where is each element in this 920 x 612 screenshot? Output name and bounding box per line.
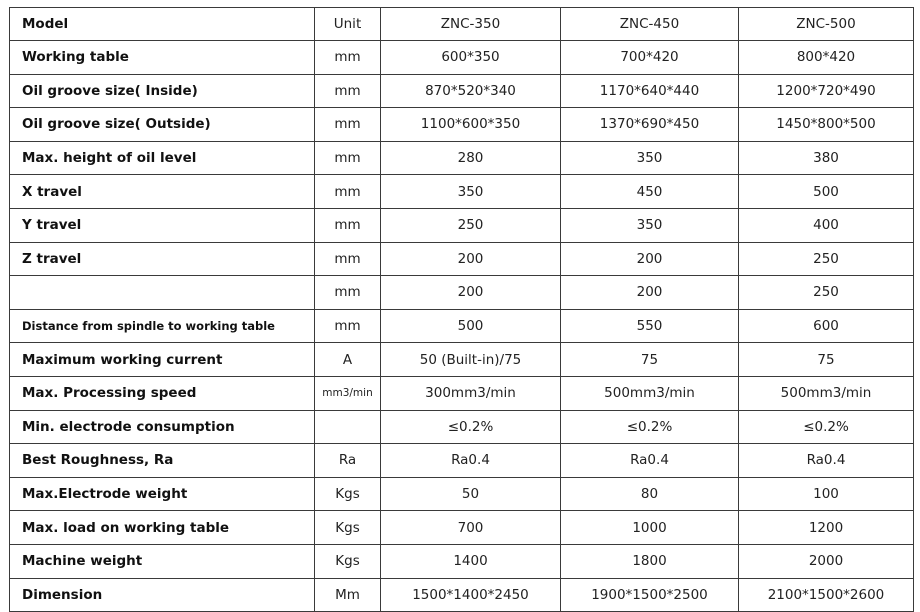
table-row (10, 444, 914, 478)
unit-cell: mm (315, 276, 381, 310)
value-cell: 500 (739, 175, 914, 209)
value-cell: 450 (561, 175, 739, 209)
table-row (10, 276, 914, 310)
table-row (10, 141, 914, 175)
table-row (10, 242, 914, 276)
value-cell: ≤0.2% (381, 410, 561, 444)
value-cell: 250 (739, 276, 914, 310)
table-row (10, 376, 914, 410)
value-cell: 2100*1500*2600 (739, 578, 914, 612)
value-cell: Ra0.4 (381, 444, 561, 478)
value-cell: 200 (561, 242, 739, 276)
value-cell: 200 (381, 276, 561, 310)
table-row (10, 175, 914, 209)
unit-cell: mm (315, 108, 381, 142)
value-cell: 1800 (561, 544, 739, 578)
param-cell: Oil groove size( Inside) (10, 74, 315, 108)
value-cell: 350 (561, 208, 739, 242)
param-cell: Working table (10, 41, 315, 75)
unit-cell: Kgs (315, 477, 381, 511)
value-cell: 75 (739, 343, 914, 377)
param-cell: Distance from spindle to working table (10, 309, 315, 343)
value-cell: 1450*800*500 (739, 108, 914, 142)
unit-cell: mm (315, 208, 381, 242)
value-cell: 500mm3/min (739, 376, 914, 410)
value-cell: 1200 (739, 511, 914, 545)
table-row (10, 208, 914, 242)
value-cell: 600*350 (381, 41, 561, 75)
param-cell: X travel (10, 175, 315, 209)
table-row (10, 410, 914, 444)
param-cell: Dimension (10, 578, 315, 612)
table-row (10, 544, 914, 578)
value-cell: ≤0.2% (561, 410, 739, 444)
param-cell: Maximum working current (10, 343, 315, 377)
unit-cell: Kgs (315, 544, 381, 578)
value-cell: 400 (739, 208, 914, 242)
value-cell: 50 (Built-in)/75 (381, 343, 561, 377)
value-cell: Ra0.4 (739, 444, 914, 478)
header-model-2: ZNC-450 (561, 8, 739, 41)
param-cell: Oil groove size( Outside) (10, 108, 315, 142)
value-cell: ≤0.2% (739, 410, 914, 444)
table-row (10, 309, 914, 343)
value-cell: 1370*690*450 (561, 108, 739, 142)
value-cell: 50 (381, 477, 561, 511)
param-cell (10, 276, 315, 310)
table-row (10, 74, 914, 108)
value-cell: 100 (739, 477, 914, 511)
header-model-3: ZNC-500 (739, 8, 914, 41)
param-cell: Min. electrode consumption (10, 410, 315, 444)
param-cell: Y travel (10, 208, 315, 242)
value-cell: 500 (381, 309, 561, 343)
value-cell: 1200*720*490 (739, 74, 914, 108)
value-cell: 700 (381, 511, 561, 545)
value-cell: 380 (739, 141, 914, 175)
table-row (10, 511, 914, 545)
value-cell: 500mm3/min (561, 376, 739, 410)
param-cell: Max. load on working table (10, 511, 315, 545)
value-cell: 1100*600*350 (381, 108, 561, 142)
table-row (10, 477, 914, 511)
unit-cell: Ra (315, 444, 381, 478)
value-cell: 870*520*340 (381, 74, 561, 108)
header-model-1: ZNC-350 (381, 8, 561, 41)
value-cell: 800*420 (739, 41, 914, 75)
value-cell: 280 (381, 141, 561, 175)
value-cell: 1170*640*440 (561, 74, 739, 108)
table-row (10, 578, 914, 612)
table-row (10, 108, 914, 142)
value-cell: 1400 (381, 544, 561, 578)
value-cell: 600 (739, 309, 914, 343)
value-cell: 80 (561, 477, 739, 511)
value-cell: 250 (739, 242, 914, 276)
value-cell: 700*420 (561, 41, 739, 75)
param-cell: Best Roughness, Ra (10, 444, 315, 478)
value-cell: 75 (561, 343, 739, 377)
unit-cell: mm3/min (315, 376, 381, 410)
param-cell: Machine weight (10, 544, 315, 578)
unit-cell: Kgs (315, 511, 381, 545)
unit-cell: A (315, 343, 381, 377)
value-cell: 200 (561, 276, 739, 310)
table-row (10, 343, 914, 377)
unit-cell (315, 410, 381, 444)
unit-cell: mm (315, 74, 381, 108)
header-param: Model (10, 8, 315, 41)
unit-cell: mm (315, 242, 381, 276)
unit-cell: mm (315, 41, 381, 75)
header-unit: Unit (315, 8, 381, 41)
unit-cell: mm (315, 309, 381, 343)
value-cell: 2000 (739, 544, 914, 578)
param-cell: Max.Electrode weight (10, 477, 315, 511)
value-cell: 300mm3/min (381, 376, 561, 410)
value-cell: 250 (381, 208, 561, 242)
value-cell: 350 (561, 141, 739, 175)
param-cell: Z travel (10, 242, 315, 276)
value-cell: 550 (561, 309, 739, 343)
spec-table (9, 7, 914, 612)
unit-cell: Mm (315, 578, 381, 612)
param-cell: Max. height of oil level (10, 141, 315, 175)
param-cell: Max. Processing speed (10, 376, 315, 410)
value-cell: 1900*1500*2500 (561, 578, 739, 612)
table-row (10, 41, 914, 75)
value-cell: 1000 (561, 511, 739, 545)
value-cell: 350 (381, 175, 561, 209)
value-cell: 200 (381, 242, 561, 276)
value-cell: Ra0.4 (561, 444, 739, 478)
unit-cell: mm (315, 175, 381, 209)
unit-cell: mm (315, 141, 381, 175)
table-header-row (10, 8, 914, 41)
value-cell: 1500*1400*2450 (381, 578, 561, 612)
